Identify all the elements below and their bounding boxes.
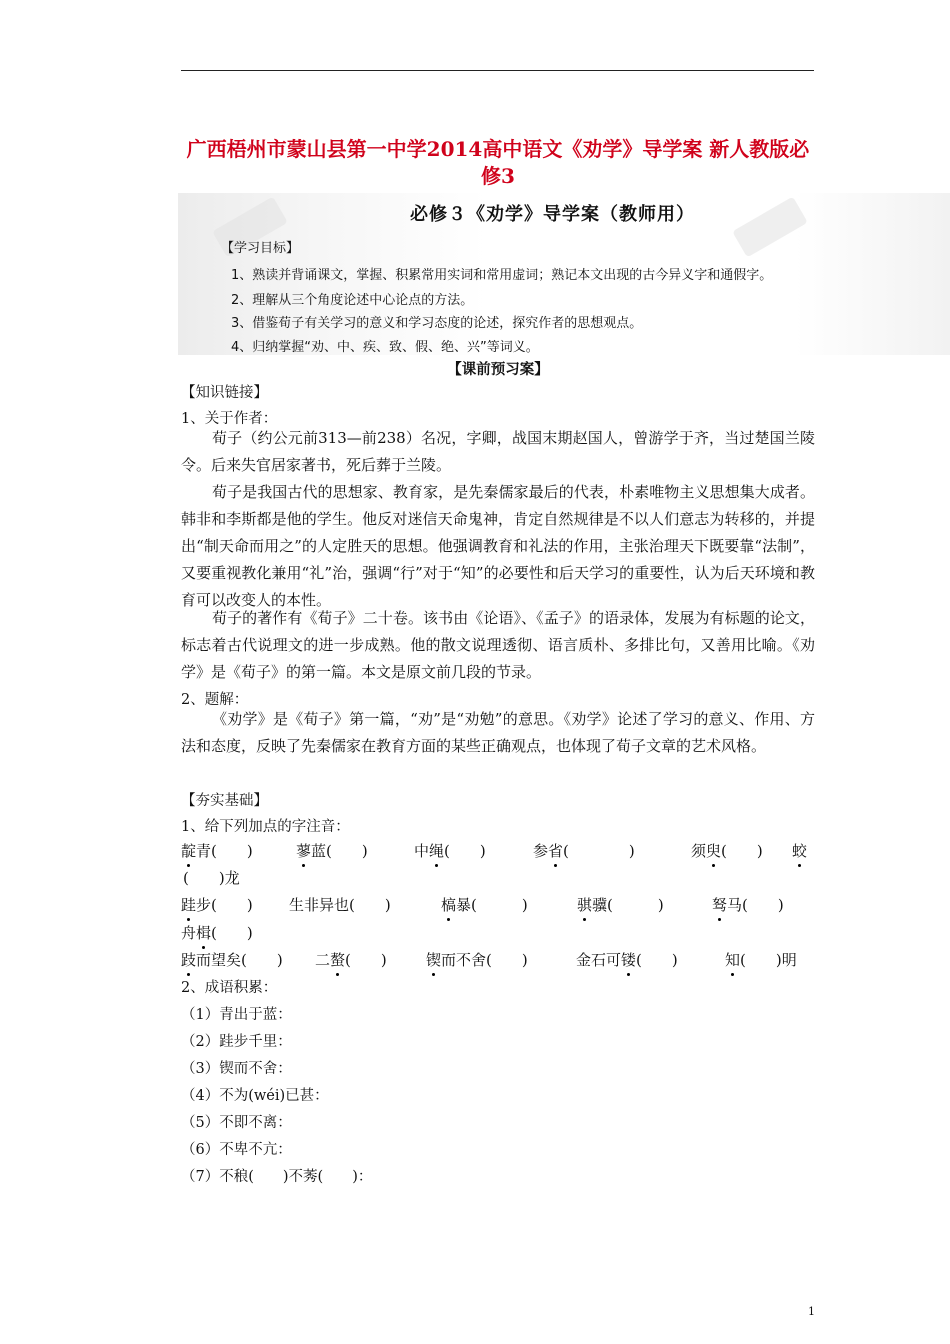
document-title: 广西梧州市蒙山县第一中学2014高中语文《劝学》导学案 新人教版必修3: [186, 137, 810, 188]
author-paragraph: 荀子是我国古代的思想家、教育家，是先秦儒家最后的代表，朴素唯物主义思想集大成者。韩非和李斯都是他的学生。他反对迷信天命鬼神，肯定自然规律是不以人们意志为转移的，并提出“制天命而用之”的人定胜天的思想。他强调教育和礼法的作用，主张治理天下既要靠“法制”，又要重视教化兼用“礼”治，强调“行”对于“知”的必要性和后天学习的重要性，认为后天环境和教育可以改变人的本性。: [181, 483, 815, 609]
phonetic-item: 二螯( ): [315, 951, 387, 969]
phonetic-item: 舟楫( ): [181, 924, 253, 942]
phonetic-item: 跂而望矣( ): [181, 951, 283, 969]
author-paragraph: 荀子（约公元前313—前238）名况，字卿，战国末期赵国人，曾游学于齐，当过楚国兰陵令。后来失官居家著书，死后葬于兰陵。: [181, 429, 815, 474]
preview-heading: 【课前预习案】: [447, 361, 549, 378]
phonetic-item: 金石可镂( ): [576, 951, 678, 969]
phonetic-item: ( )龙: [183, 869, 240, 887]
phonetic-item: 参省( ): [533, 842, 635, 860]
learning-goals-heading: 【学习目标】: [221, 241, 300, 256]
phonetic-item: 蓼蓝( ): [296, 842, 368, 860]
phonetic-item: 须臾( ): [691, 842, 763, 860]
phonetic-item: 驽马( ): [712, 896, 784, 914]
idiom-item: （6）不卑不亢：: [181, 1142, 292, 1158]
idiom-item: （7）不稂( )不莠( )：: [181, 1169, 373, 1185]
phonetic-item: 中绳( ): [414, 842, 486, 860]
phonetic-item: 蛟: [792, 842, 808, 860]
title-explain-paragraph: 《劝学》是《荀子》第一篇，“劝”是“劝勉”的意思。《劝学》论述了学习的意义、作用、方法和态度，反映了先秦儒家在教育方面的某些正确观点，也体现了荀子文章的艺术风格。: [181, 710, 815, 755]
goal-item: 1、熟读并背诵课文，掌握、积累常用实词和常用虚词；熟记本文出现的古今异义字和通假字。: [231, 268, 773, 283]
about-author-heading: 1、关于作者：: [181, 411, 278, 427]
idiom-item: （1）青出于蓝：: [181, 1007, 292, 1023]
knowledge-heading: 【知识链接】: [181, 385, 268, 401]
phonetic-item: 锲而不舍( ): [426, 951, 528, 969]
phonetic-item: 槁暴( ): [441, 896, 528, 914]
page-number: 1: [808, 1305, 815, 1318]
idiom-item: （2）跬步千里：: [181, 1034, 292, 1050]
idiom-item: （5）不即不离：: [181, 1115, 292, 1131]
goal-item: 4、归纳掌握“劝、中、疾、致、假、绝、兴”等词义。: [231, 340, 539, 355]
title-explain-heading: 2、题解：: [181, 692, 249, 708]
idiom-item: （3）锲而不舍：: [181, 1061, 292, 1077]
author-paragraph: 荀子的著作有《荀子》二十卷。该书由《论语》、《孟子》的语录体，发展为有标题的论文，标志着古代说理文的进一步成熟。他的散文说理透彻、语言质朴、多排比句，又善用比喻。《劝学》是《荀子》的第一篇。本文是原文前几段的节录。: [181, 609, 815, 681]
phonetic-item: 靛青( ): [181, 842, 253, 860]
phonetic-item: 骐骥( ): [577, 896, 664, 914]
idiom-heading: 2、成语积累：: [181, 980, 278, 996]
phonetic-item: 生非异也( ): [289, 896, 391, 914]
goal-item: 3、借鉴荀子有关学习的意义和学习态度的论述，探究作者的思想观点。: [231, 316, 643, 331]
phonetic-item: 跬步( ): [181, 896, 253, 914]
goal-item: 2、理解从三个角度论述中心论点的方法。: [231, 293, 474, 308]
banner-title: 必修３《劝学》导学案（教师用）: [410, 204, 695, 225]
phonetic-item: 知( )明: [725, 951, 797, 969]
idiom-item: （4）不为(wéi)已甚：: [181, 1088, 329, 1104]
phonetic-heading: 1、给下列加点的字注音：: [181, 819, 350, 835]
foundation-heading: 【夯实基础】: [181, 793, 268, 809]
header-rule: [181, 70, 814, 71]
